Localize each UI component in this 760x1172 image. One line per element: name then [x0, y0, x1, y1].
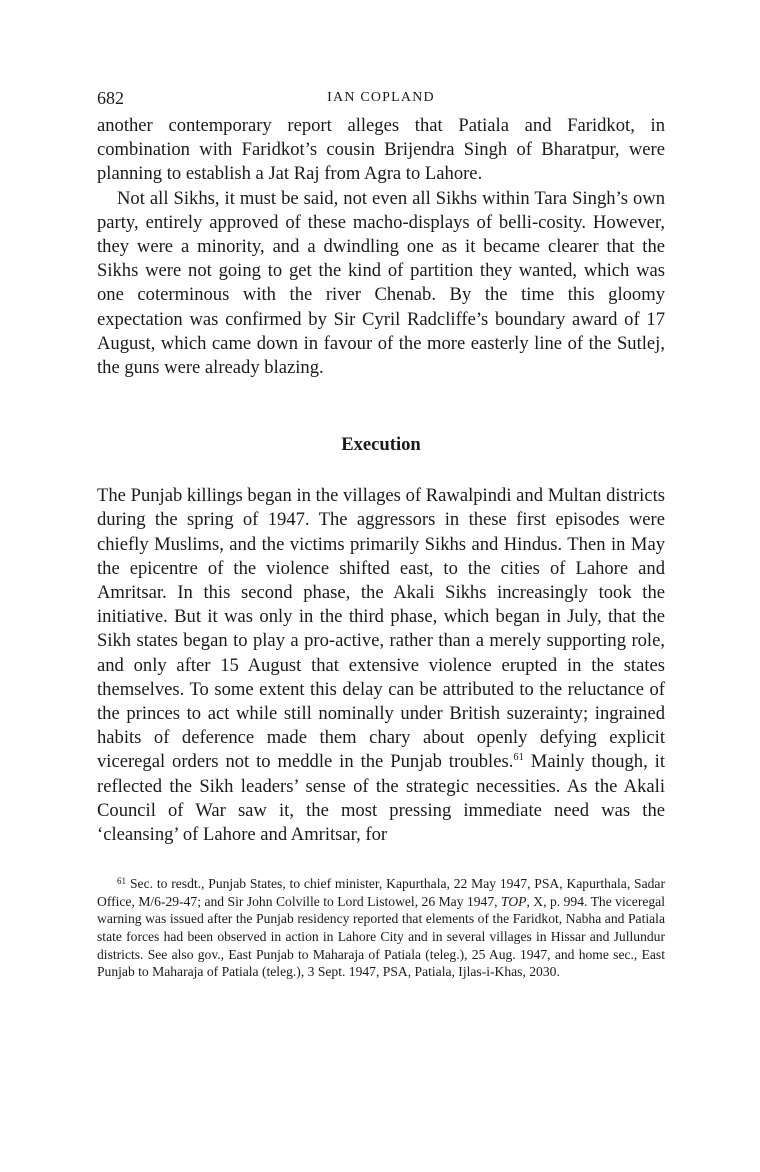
footnote-italic-title: TOP — [501, 893, 527, 909]
paragraph-1: another contemporary report alleges that Patiala and Faridkot, in combination with Faridkot’s cousin Brijendra Singh of Bharatpur, were planning to establish a Jat Raj from Agra to Lahore. — [97, 115, 665, 185]
section-heading: Execution — [341, 434, 421, 456]
footnote-61 — [97, 875, 665, 981]
running-head — [97, 88, 665, 114]
footnote — [97, 875, 665, 981]
page-number: 682 — [97, 88, 124, 108]
page — [97, 88, 665, 981]
footnote-text-b: , X, p. 994. The viceregal warning was issued after the Punjab residency reported that elements of the Faridkot, Nabha and Patiala state forces had been observed in action in Lahore City and in several villages in Hissar and Jullundur districts. See also gov., East Punjab to Maharaja of Patiala (teleg.), 25 Aug. 1947, and home sec., East Punjab to Maharaja of Patiala (teleg.), 3 Sept. 1947, PSA, Patiala, Ijlas-i-Khas, 2030. — [97, 893, 665, 980]
paragraph-3-text: The Punjab killings began in the villages of Rawalpindi and Multan districts during the spring of 1947. The aggressors in these first episodes were chiefly Muslims, and the victims primarily Sikhs and Hindus. Then in May the epicentre of the violence shifted east, to the cities of Lahore and Amritsar. In this second phase, the Akali Sikhs increasingly took the initiative. But it was only in the third phase, which began in July, that the Sikh states began to play a pro-active, rather than a merely supporting role, and only after 15 August that extensive violence erupted in the states themselves. To some extent this delay can be attributed to the reluctance of the princes to act while still nominally under British suzerainty; ingrained habits of deference made them chary about openly defying explicit viceregal orders not to meddle in the Punjab troubles. — [97, 485, 665, 773]
paragraph-2: Not all Sikhs, it must be said, not even all Sikhs within Tara Singh’s own party, entirely approved of these macho-displays of belli-cosity. However, they were a minority, and a dwindling one as it became clearer that the Sikhs were not going to get the kind of partition they wanted, which was one coterminous with the river Chenab. By the time this gloomy expectation was confirmed by Sir Cyril Radcliffe’s boundary award of 17 August, which came down in favour of the more easterly line of the Sutlej, the guns were already blazing. — [97, 187, 665, 379]
footnote-number: 61 — [117, 876, 126, 887]
footnote-text-a: Sec. to resdt., Punjab States, to chief minister, Kapurthala, 22 May 1947, PSA, Kapurthala, Sadar Office, M/6-29-47; and Sir John Colville to Lord Listowel, 26 May 1947, — [97, 876, 665, 909]
body-text — [97, 114, 665, 847]
paragraph-3-continued: Mainly though, it reflected the Sikh leaders’ sense of the strategic necessities. As the Akali Council of War saw it, the most pressing immediate need was the ‘cleansing’ of Lahore and Amritsar, for — [97, 751, 665, 846]
footnote-reference[interactable]: 61 — [513, 752, 524, 764]
running-head-author: IAN COPLAND — [327, 90, 435, 105]
paragraph-3 — [97, 484, 665, 847]
